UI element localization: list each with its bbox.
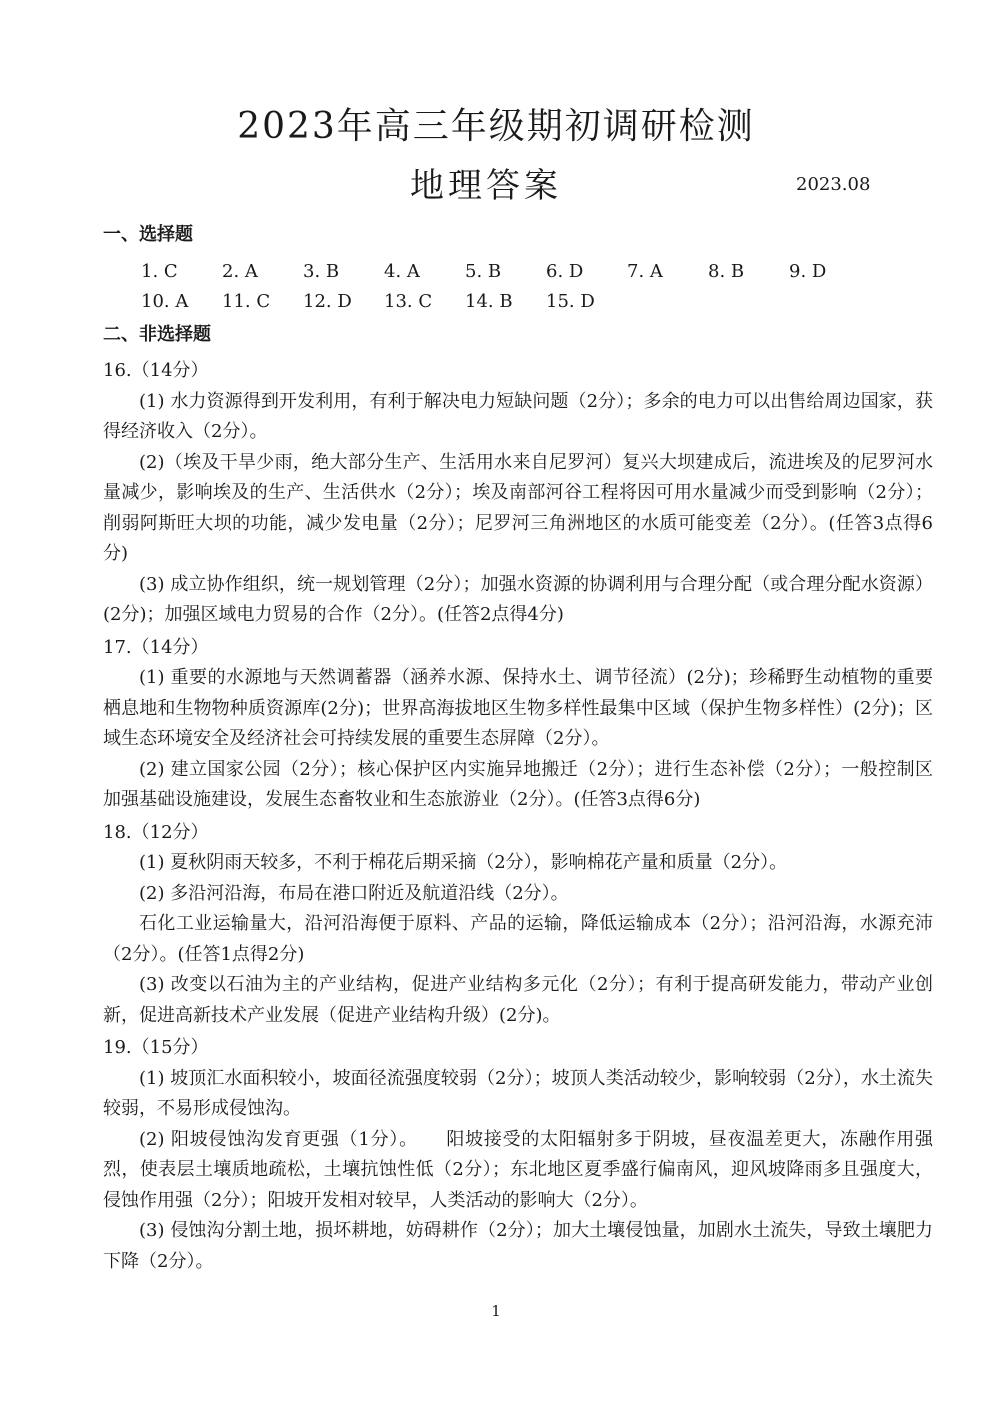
choice-answer: 11. C bbox=[222, 291, 271, 312]
choice-answers-row-2 bbox=[103, 287, 933, 318]
page-number: 1 bbox=[491, 1302, 501, 1320]
question-18-part-2-reason: 石化工业运输量大，沿河沿海便于原料、产品的运输，降低运输成本（2分）；沿河沿海，水源充沛（2分）。(任答1点得2分) bbox=[103, 913, 933, 965]
choice-answer: 15. D bbox=[546, 291, 595, 312]
question-18-part-1: (1) 夏秋阴雨天较多，不利于棉花后期采摘（2分），影响棉花产量和质量（2分）。 bbox=[139, 852, 788, 873]
choice-answer: 9. D bbox=[789, 260, 827, 282]
page-subtitle: 地理答案 bbox=[410, 166, 562, 206]
question-19-part-3: (3) 侵蚀沟分割土地，损坏耕地，妨碍耕作（2分）；加大土壤侵蚀量，加剧水土流失，导致土壤肥力下降（2分）。 bbox=[103, 1220, 933, 1272]
question-16-heading: 16.（14分） bbox=[103, 360, 209, 381]
question-18-heading: 18.（12分） bbox=[103, 821, 209, 843]
exam-date: 2023.08 bbox=[796, 174, 871, 195]
question-18-part-3: (3) 改变以石油为主的产业结构，促进产业结构多元化（2分）；有利于提高研发能力，带动产业创新，促进高新技术产业发展（促进产业结构升级）(2分)。 bbox=[103, 974, 933, 1026]
question-19-part-2: (2) 阳坡侵蚀沟发育更强（1分）。 阳坡接受的太阳辐射多于阴坡，昼夜温差更大，冻融作用强烈，使表层土壤质地疏松，土壤抗蚀性低（2分）；东北地区夏季盛行偏南风，迎风坡降雨多且强度大，侵蚀作用强（2分）；阳坡开发相对较早，人类活动的影响大（2分）。 bbox=[103, 1128, 933, 1211]
choice-answer: 13. C bbox=[384, 291, 433, 312]
question-17-part-1: (1) 重要的水源地与天然调蓄器（涵养水源、保持水土、调节径流）(2分)；珍稀野生动植物的重要栖息地和生物物种质资源库(2分)；世界高海拔地区生物多样性最集中区域（保护生物多样性）(2分)；区域生态环境安全及经济社会可持续发展的重要生态屏障（2分）。 bbox=[103, 667, 933, 749]
page-title: 2023年高三年级期初调研检测 bbox=[237, 106, 755, 147]
choice-answer: 10. A bbox=[141, 291, 189, 312]
question-17-heading: 17.（14分） bbox=[103, 636, 209, 658]
choice-answer: 7. A bbox=[627, 260, 663, 282]
choice-answer: 5. B bbox=[465, 260, 502, 282]
choice-answers-row-1 bbox=[103, 257, 933, 288]
choice-answer: 1. C bbox=[141, 260, 178, 282]
section-heading-nonchoice: 二、非选择题 bbox=[103, 323, 211, 345]
question-18-part-2: (2) 多沿河沿海，布局在港口附近及航道沿线（2分）。 bbox=[139, 882, 569, 904]
question-19-part-1: (1) 坡顶汇水面积较小，坡面径流强度较弱（2分）；坡顶人类活动较少，影响较弱（2分），水土流失较弱，不易形成侵蚀沟。 bbox=[103, 1067, 933, 1119]
choice-answer: 2. A bbox=[222, 260, 258, 282]
section-heading-choice: 一、选择题 bbox=[103, 224, 193, 245]
choice-answer: 14. B bbox=[465, 291, 513, 312]
choice-answer: 12. D bbox=[303, 291, 352, 312]
question-19-heading: 19.（15分） bbox=[103, 1037, 209, 1058]
choice-answer: 8. B bbox=[708, 260, 745, 282]
choice-answer: 3. B bbox=[303, 260, 340, 282]
choice-answer: 4. A bbox=[384, 260, 420, 282]
question-16-part-2: (2)（埃及干旱少雨，绝大部分生产、生活用水来自尼罗河）复兴大坝建成后，流进埃及的尼罗河水量减少，影响埃及的生产、生活供水（2分）；埃及南部河谷工程将因可用水量减少而受到影响（2分）；削弱阿斯旺大坝的功能，减少发电量（2分）；尼罗河三角洲地区的水质可能变差（2分）。(任答3点得6分) bbox=[103, 451, 933, 564]
answer-content bbox=[103, 218, 933, 1277]
question-16-part-1: (1) 水力资源得到开发利用，有利于解决电力短缺问题（2分）；多余的电力可以出售给周边国家，获得经济收入（2分）。 bbox=[103, 390, 933, 442]
question-16-part-3: (3) 成立协作组织，统一规划管理（2分）；加强水资源的协调利用与合理分配（或合理分配水资源）(2分)；加强区域电力贸易的合作（2分）。(任答2点得4分) bbox=[103, 573, 933, 625]
choice-answer: 6. D bbox=[546, 260, 584, 282]
question-17-part-2: (2) 建立国家公园（2分）；核心保护区内实施异地搬迁（2分）；进行生态补偿（2分）；一般控制区加强基础设施建设，发展生态畜牧业和生态旅游业（2分）。(任答3点得6分) bbox=[103, 758, 933, 810]
